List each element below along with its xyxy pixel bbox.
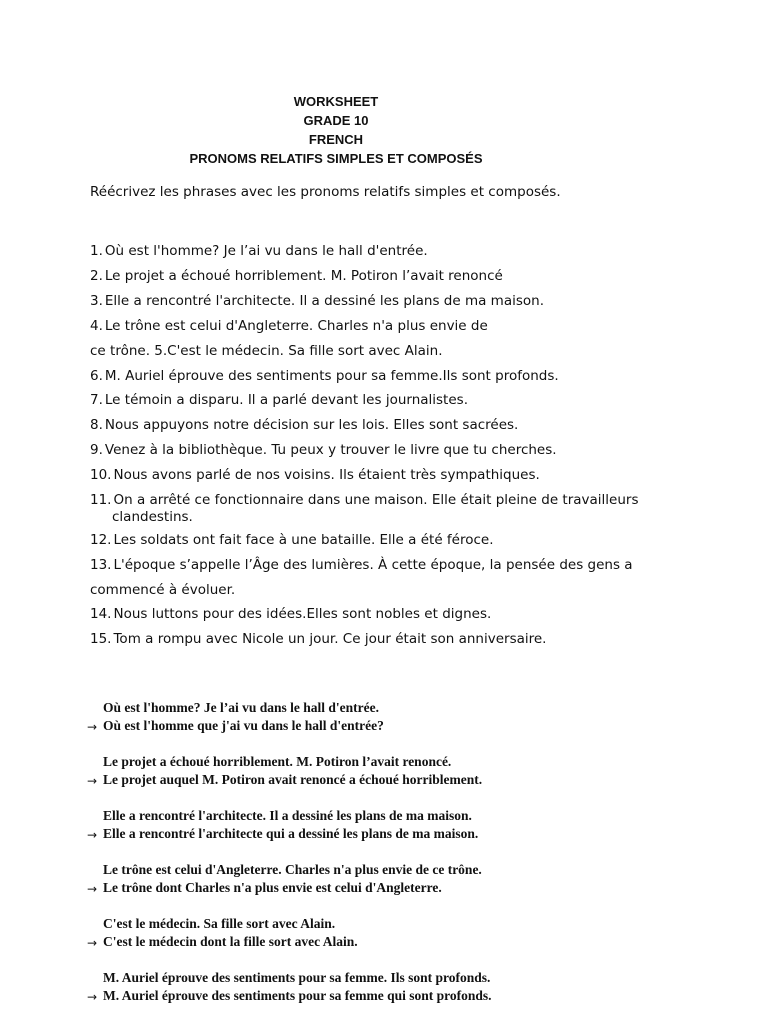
answer-rewritten: Le projet auquel M. Potiron avait renoncé a échoué horriblement. xyxy=(103,772,483,787)
question-text: Le trône est celui d'Angleterre. Charles n'a plus envie de xyxy=(104,318,488,334)
question-item xyxy=(90,368,559,384)
question-text: Tom a rompu avec Nicole un jour. Ce jour était son anniversaire. xyxy=(113,631,547,647)
question-text: Où est l'homme? Je l’ai vu dans le hall d'entrée. xyxy=(104,243,428,259)
header-topic: PRONOMS RELATIFS SIMPLES ET COMPOSÉS xyxy=(189,151,483,166)
arrow-icon: → xyxy=(87,774,98,788)
question-item xyxy=(90,492,639,525)
question-number: 13. xyxy=(90,557,112,573)
arrow-icon: → xyxy=(87,936,98,950)
answer-rewritten: C'est le médecin dont la fille sort avec Alain. xyxy=(103,934,358,949)
question-number: 14. xyxy=(90,606,112,622)
question-number: 1. xyxy=(90,243,103,259)
header-subject: FRENCH xyxy=(308,132,364,147)
question-item xyxy=(90,467,540,483)
answer-rewritten: M. Auriel éprouve des sentiments pour sa femme qui sont profonds. xyxy=(103,988,492,1003)
arrow-icon: → xyxy=(87,882,98,896)
header-worksheet: WORKSHEET xyxy=(293,94,379,109)
question-item xyxy=(90,631,546,647)
question-item xyxy=(90,392,468,408)
question-number: 6. xyxy=(90,368,103,384)
question-text-wrap: clandestins. xyxy=(112,509,193,525)
question-item xyxy=(90,557,633,573)
question-item xyxy=(90,532,494,548)
question-number: 9. xyxy=(90,442,103,458)
answer-original: Le trône est celui d'Angleterre. Charles n'a plus envie de ce trône. xyxy=(103,862,482,877)
question-item xyxy=(90,293,544,309)
answer-original: M. Auriel éprouve des sentiments pour sa femme. Ils sont profonds. xyxy=(103,970,491,985)
answer-original: Elle a rencontré l'architecte. Il a dessiné les plans de ma maison. xyxy=(103,808,472,823)
question-number: 8. xyxy=(90,417,103,433)
question-text: On a arrêté ce fonctionnaire dans une maison. Elle était pleine de travailleurs xyxy=(113,492,639,508)
question-number: 2. xyxy=(90,268,103,284)
answer-original: C'est le médecin. Sa fille sort avec Alain. xyxy=(103,916,336,931)
worksheet-header xyxy=(0,92,672,168)
question-text: Venez à la bibliothèque. Tu peux y trouver le livre que tu cherches. xyxy=(104,442,557,458)
answer-rewritten: Où est l'homme que j'ai vu dans le hall d'entrée? xyxy=(103,718,384,733)
question-number: 10. xyxy=(90,467,112,483)
arrow-icon: → xyxy=(87,828,98,842)
question-text: M. Auriel éprouve des sentiments pour sa femme.Ils sont profonds. xyxy=(104,368,559,384)
question-text: Le témoin a disparu. Il a parlé devant les journalistes. xyxy=(104,392,468,408)
question-text: L'époque s’appelle l’Âge des lumières. À cette époque, la pensée des gens a xyxy=(113,557,633,573)
question-text: Nous luttons pour des idées.Elles sont nobles et dignes. xyxy=(113,606,492,622)
question-number: 7. xyxy=(90,392,103,408)
question-text: Les soldats ont fait face à une bataille. Elle a été féroce. xyxy=(113,532,494,548)
question-item xyxy=(90,606,491,622)
arrow-icon: → xyxy=(87,990,98,1004)
question-text: Elle a rencontré l'architecte. Il a dessiné les plans de ma maison. xyxy=(104,293,544,309)
answer-original: Le projet a échoué horriblement. M. Potiron l’avait renoncé. xyxy=(103,754,452,769)
question-number: 12. xyxy=(90,532,112,548)
question-item xyxy=(90,417,518,433)
instruction-text: Réécrivez les phrases avec les pronoms relatifs simples et composés. xyxy=(90,184,561,200)
question-item xyxy=(90,318,488,334)
question-text: Nous appuyons notre décision sur les lois. Elles sont sacrées. xyxy=(104,417,519,433)
question-number: 11. xyxy=(90,492,112,508)
question-item xyxy=(90,442,557,458)
header-grade: GRADE 10 xyxy=(303,113,369,128)
answer-rewritten: Le trône dont Charles n'a plus envie est celui d'Angleterre. xyxy=(103,880,442,895)
question-continuation: ce trône. 5.C'est le médecin. Sa fille sort avec Alain. xyxy=(90,343,443,359)
question-item xyxy=(90,268,503,284)
question-item xyxy=(90,243,428,259)
question-text: Le projet a échoué horriblement. M. Potiron l’avait renoncé xyxy=(104,268,503,284)
question-number: 15. xyxy=(90,631,112,647)
question-continuation: commencé à évoluer. xyxy=(90,582,236,598)
question-number: 3. xyxy=(90,293,103,309)
answer-rewritten: Elle a rencontré l'architecte qui a dessiné les plans de ma maison. xyxy=(103,826,479,841)
arrow-icon: → xyxy=(87,720,98,734)
question-text: Nous avons parlé de nos voisins. Ils étaient très sympathiques. xyxy=(113,467,540,483)
answer-original: Où est l'homme? Je l’ai vu dans le hall d'entrée. xyxy=(103,700,379,715)
question-number: 4. xyxy=(90,318,103,334)
